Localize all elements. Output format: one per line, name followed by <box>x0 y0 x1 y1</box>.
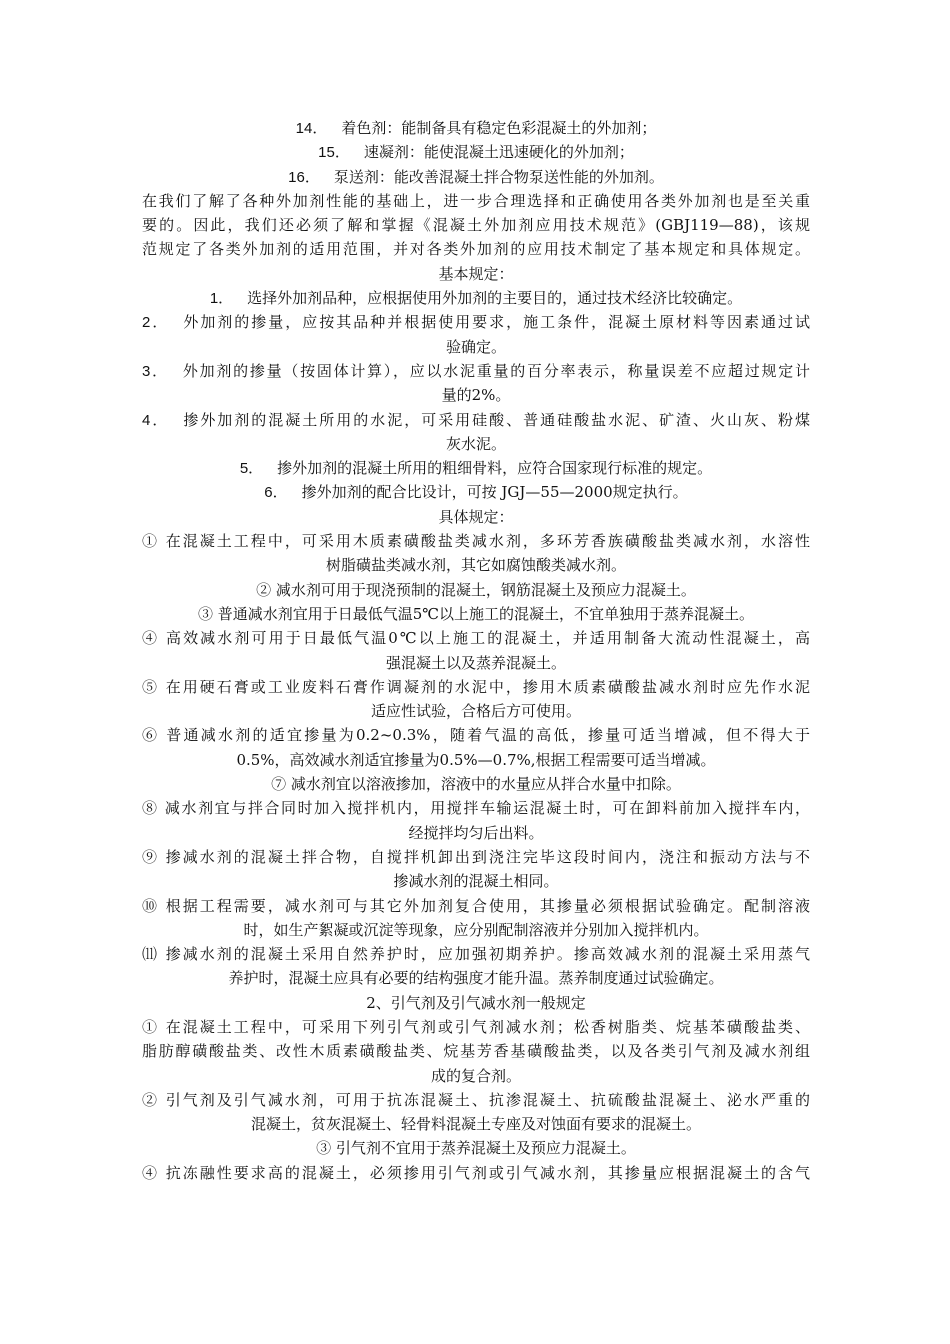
text-line <box>142 408 810 432</box>
line-text: ⑤ 在用硬石膏或工业废料石膏作调凝剂的水泥中，掺用木质素磺酸盐减水剂时应先作水泥 <box>142 677 810 696</box>
line-text: 2、引气剂及引气减水剂一般规定 <box>366 993 586 1012</box>
line-text: 0.5%，高效减水剂适宜掺量为0.5%—0.7%,根据工程需要可适当增减。 <box>236 750 716 769</box>
line-text: 成的复合剂。 <box>430 1066 521 1085</box>
text-line <box>142 748 810 772</box>
text-line <box>142 991 810 1015</box>
line-text: ① 在混凝土工程中，可采用下列引气剂或引气剂减水剂；松香树脂类、烷基苯磺酸盐类、 <box>142 1017 810 1036</box>
text-line <box>142 796 810 820</box>
line-text: 适应性试验，合格后方可使用。 <box>370 702 581 721</box>
text-line <box>142 1015 810 1039</box>
text-line <box>142 432 810 456</box>
line-text: ⑧ 减水剂宜与拌合同时加入搅拌机内，用搅拌车输运混凝土时，可在卸料前加入搅拌车内， <box>142 799 810 818</box>
text-line <box>142 942 810 966</box>
item-number: 6． <box>264 484 288 502</box>
text-line <box>142 869 810 893</box>
line-text: ② 引气剂及引气减水剂，可用于抗冻混凝土、抗渗混凝土、抗硫酸盐混凝土、泌水严重的 <box>142 1090 810 1109</box>
line-text: 着色剂：能制备具有稳定色彩混凝土的外加剂； <box>341 119 657 137</box>
document-page <box>142 116 810 1185</box>
line-text: 外加剂的掺量，应按其品种并根据使用要求，施工条件，混凝土原材料等因素通过试 <box>183 313 810 332</box>
line-text: 具体规定： <box>438 507 514 526</box>
text-line <box>142 165 810 189</box>
item-number: 3． <box>142 362 169 380</box>
line-text: ③ 引气剂不宜用于蒸养混凝土及预应力混凝土。 <box>316 1139 636 1158</box>
text-line <box>142 894 810 918</box>
line-text: ④ 抗冻融性要求高的混凝土，必须掺用引气剂或引气减水剂，其掺量应根据混凝土的含气 <box>142 1163 810 1182</box>
line-text: 速凝剂：能使混凝土迅速硬化的外加剂； <box>363 143 634 162</box>
text-line <box>142 675 810 699</box>
item-number: 16． <box>288 168 320 186</box>
line-text: 掺外加剂的混凝土所用的水泥，可采用硅酸、普通硅酸盐水泥、矿渣、火山灰、粉煤 <box>183 410 810 429</box>
line-text: 时，如生产絮凝或沉淀等现象，应分别配制溶液并分别加入搅拌机内。 <box>243 920 709 939</box>
text-line <box>142 1064 810 1088</box>
text-line <box>142 966 810 990</box>
text-line <box>142 505 810 529</box>
line-text: ⑩ 根据工程需要，减水剂可与其它外加剂复合使用，其掺量必须根据试验确定。配制溶液 <box>142 896 810 915</box>
text-line <box>142 578 810 602</box>
line-text: 泵送剂：能改善混凝土拌合物泵送性能的外加剂。 <box>333 167 664 186</box>
text-line <box>142 1136 810 1160</box>
line-text: ④ 高效减水剂可用于日最低气温0℃以上施工的混凝土，并适用制备大流动性混凝土，高 <box>142 629 810 648</box>
text-line <box>142 237 810 261</box>
line-text: 混凝土，贫灰混凝土、轻骨料混凝土专座及对蚀面有要求的混凝土。 <box>250 1115 701 1134</box>
line-text: 脂肪醇磺酸盐类、改性木质素磺酸盐类、烷基芳香基磺酸盐类，以及各类引气剂及减水剂组 <box>142 1042 810 1061</box>
text-line <box>142 626 810 650</box>
text-line <box>142 116 810 140</box>
line-text: 经搅拌均匀后出料。 <box>408 823 544 842</box>
text-line <box>142 383 810 407</box>
text-line <box>142 918 810 942</box>
item-number: 15． <box>318 144 350 162</box>
line-text: 养护时，混凝土应具有必要的结构强度才能升温。蒸养制度通过试验确定。 <box>228 969 724 988</box>
line-text: 掺外加剂的配合比设计，可按 JGJ—55—2000规定执行。 <box>301 483 688 502</box>
line-text: 外加剂的掺量（按固体计算），应以水泥重量的百分率表示，称量误差不应超过规定计 <box>182 361 810 380</box>
text-line <box>142 772 810 796</box>
line-text: 范规定了各类外加剂的适用范围，并对各类外加剂的应用技术制定了基本规定和具体规定。 <box>142 240 810 259</box>
text-line <box>142 213 810 237</box>
line-text: ① 在混凝土工程中，可采用木质素磺酸盐类减水剂，多环芳香族磺酸盐类减水剂，水溶性 <box>142 532 810 551</box>
line-text: ② 减水剂可用于现浇预制的混凝土，钢筋混凝土及预应力混凝土。 <box>256 580 696 599</box>
line-text: 选择外加剂品种，应根据使用外加剂的主要目的，通过技术经济比较确定。 <box>247 289 743 308</box>
line-text: ⑦ 减水剂宜以溶液掺加，溶液中的水量应从拌合水量中扣除。 <box>271 775 681 794</box>
text-line <box>142 335 810 359</box>
text-line <box>142 262 810 286</box>
text-line <box>142 480 810 504</box>
line-text: 验确定。 <box>445 337 506 356</box>
item-number: 2． <box>142 314 170 332</box>
text-line <box>142 723 810 747</box>
text-line <box>142 529 810 553</box>
line-text: 量的2%。 <box>441 386 511 405</box>
line-text: 树脂磺盐类减水剂，其它如腐蚀酸类减水剂。 <box>325 556 626 575</box>
line-text: 要的。因此，我们还必须了解和掌握《混凝土外加剂应用技术规范》(GBJ119—88)，该规 <box>142 216 810 235</box>
item-number: 5． <box>239 460 264 478</box>
text-line <box>142 310 810 334</box>
text-line <box>142 699 810 723</box>
text-line <box>142 602 810 626</box>
text-line <box>142 553 810 577</box>
text-line <box>142 845 810 869</box>
text-line <box>142 189 810 213</box>
line-text: 掺减水剂的混凝土相同。 <box>393 872 559 891</box>
text-line <box>142 1039 810 1063</box>
item-number: 1． <box>209 290 234 308</box>
item-number: 4． <box>142 411 170 429</box>
line-text: ③ 普通减水剂宜用于日最低气温5℃以上施工的混凝土，不宜单独用于蒸养混凝土。 <box>197 604 755 623</box>
line-text: 灰水泥。 <box>445 434 506 453</box>
line-text: ⑾ 掺减水剂的混凝土采用自然养护时，应加强初期养护。掺高效减水剂的混凝土采用蒸气 <box>142 945 810 964</box>
line-text: 掺外加剂的混凝土所用的粗细骨料，应符合国家现行标准的规定。 <box>277 459 713 478</box>
text-line <box>142 821 810 845</box>
line-text: 强混凝土以及蒸养混凝土。 <box>385 653 566 672</box>
text-line <box>142 456 810 480</box>
text-line <box>142 651 810 675</box>
line-text: ⑨ 掺减水剂的混凝土拌合物，自搅拌机卸出到浇注完毕这段时间内，浇注和振动方法与不 <box>142 847 810 866</box>
line-text: ⑥ 普通减水剂的适宜掺量为0.2~0.3%，随着气温的高低，掺量可适当增减，但不得大于 <box>142 726 810 745</box>
text-line <box>142 1088 810 1112</box>
text-line <box>142 140 810 164</box>
text-line <box>142 359 810 383</box>
text-line <box>142 1161 810 1185</box>
text-line <box>142 1112 810 1136</box>
item-number: 14． <box>295 120 328 137</box>
line-text: 在我们了解了各种外加剂性能的基础上，进一步合理选择和正确使用各类外加剂也是至关重 <box>142 191 810 210</box>
text-line <box>142 286 810 310</box>
line-text: 基本规定： <box>438 264 514 283</box>
